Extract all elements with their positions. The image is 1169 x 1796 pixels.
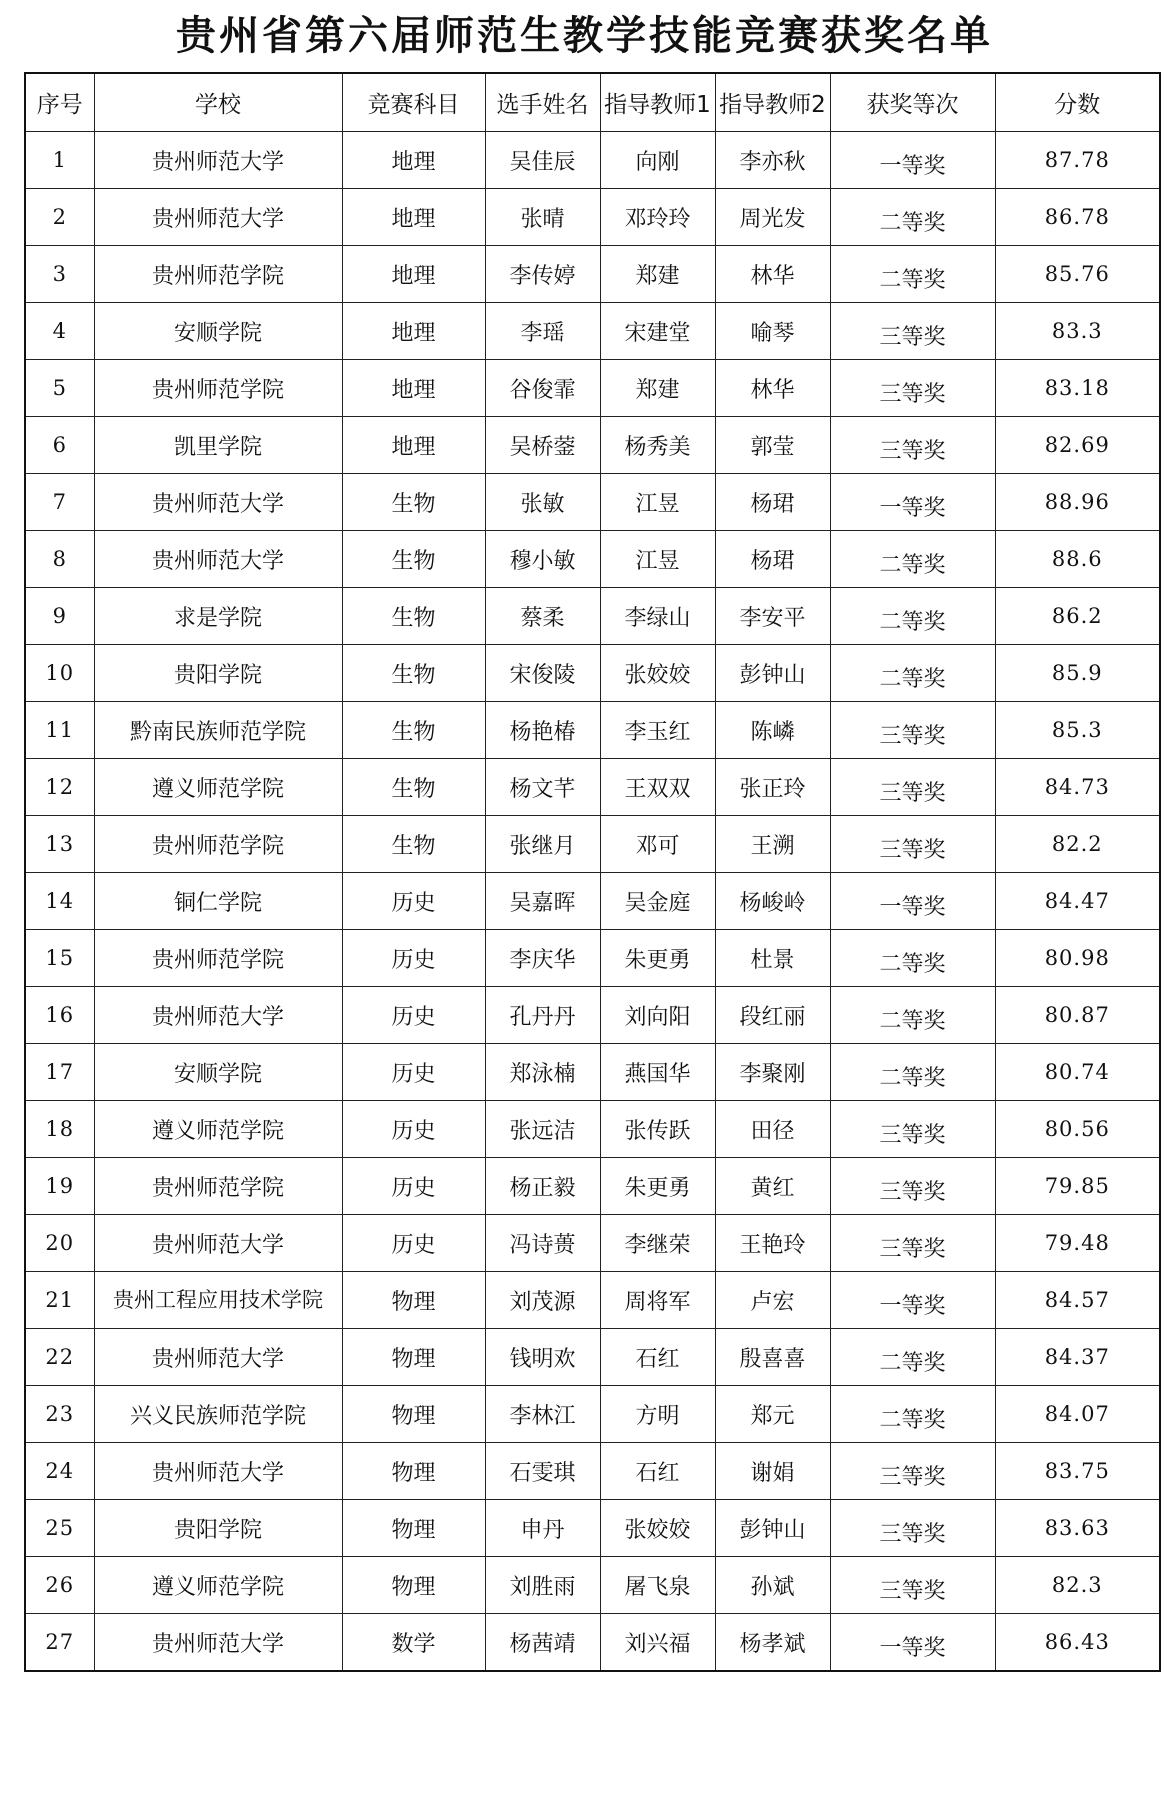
award-label: 三等奖 [879,1122,946,1148]
cell-award [830,588,995,645]
cell-subject: 生物 [342,816,485,873]
table-row [25,759,1160,816]
cell-award [830,1044,995,1101]
cell-teacher1: 宋建堂 [600,303,715,360]
cell-subject: 地理 [342,246,485,303]
award-label: 二等奖 [879,951,946,977]
cell-teacher1: 郑建 [600,360,715,417]
cell-name: 孔丹丹 [485,987,600,1044]
table-row [25,987,1160,1044]
award-label: 二等奖 [879,1008,946,1034]
cell-teacher1: 张姣姣 [600,645,715,702]
cell-no: 9 [25,588,94,645]
cell-school: 贵州师范学院 [94,360,342,417]
cell-teacher2: 喻琴 [715,303,830,360]
cell-school: 铜仁学院 [94,873,342,930]
cell-score: 87.78 [995,132,1160,189]
table-row [25,1500,1160,1557]
cell-teacher1: 刘向阳 [600,987,715,1044]
cell-score: 85.76 [995,246,1160,303]
cell-teacher2: 田径 [715,1101,830,1158]
table-row [25,246,1160,303]
award-label: 二等奖 [879,1407,946,1433]
cell-no: 21 [25,1272,94,1329]
cell-subject: 历史 [342,987,485,1044]
cell-teacher2: 林华 [715,360,830,417]
cell-school: 贵州师范学院 [94,816,342,873]
table-row [25,588,1160,645]
cell-teacher1: 周将军 [600,1272,715,1329]
table-row [25,702,1160,759]
cell-subject: 物理 [342,1272,485,1329]
award-label: 二等奖 [879,267,946,293]
table-row [25,303,1160,360]
column-header-no: 序号 [25,73,94,132]
cell-school: 贵州师范大学 [94,1614,342,1672]
cell-score: 86.78 [995,189,1160,246]
cell-teacher1: 张姣姣 [600,1500,715,1557]
award-label: 二等奖 [879,1350,946,1376]
table-row [25,531,1160,588]
award-label: 二等奖 [879,609,946,635]
cell-score: 79.85 [995,1158,1160,1215]
cell-name: 吴佳辰 [485,132,600,189]
cell-teacher2: 谢娟 [715,1443,830,1500]
cell-no: 24 [25,1443,94,1500]
table-row [25,1158,1160,1215]
cell-score: 88.96 [995,474,1160,531]
cell-name: 蔡柔 [485,588,600,645]
cell-school: 贵州师范大学 [94,531,342,588]
table-row [25,1215,1160,1272]
cell-name: 李庆华 [485,930,600,987]
cell-score: 86.2 [995,588,1160,645]
table-row [25,1272,1160,1329]
cell-school: 黔南民族师范学院 [94,702,342,759]
award-label: 三等奖 [879,1521,946,1547]
cell-score: 85.9 [995,645,1160,702]
cell-no: 25 [25,1500,94,1557]
award-table [24,72,1161,1672]
cell-teacher2: 杜景 [715,930,830,987]
cell-award [830,417,995,474]
cell-award [830,873,995,930]
cell-teacher2: 王艳玲 [715,1215,830,1272]
cell-name: 穆小敏 [485,531,600,588]
cell-school: 贵州师范学院 [94,246,342,303]
cell-school: 贵州师范大学 [94,987,342,1044]
cell-award [830,987,995,1044]
award-label: 一等奖 [879,1293,946,1319]
cell-subject: 历史 [342,930,485,987]
award-label: 三等奖 [879,1236,946,1262]
cell-teacher1: 吴金庭 [600,873,715,930]
cell-subject: 地理 [342,132,485,189]
award-label: 三等奖 [879,324,946,350]
cell-school: 贵州师范学院 [94,930,342,987]
cell-school: 贵阳学院 [94,1500,342,1557]
table-row [25,1101,1160,1158]
cell-name: 刘茂源 [485,1272,600,1329]
cell-teacher2: 孙斌 [715,1557,830,1614]
cell-subject: 地理 [342,360,485,417]
cell-award [830,1557,995,1614]
cell-award [830,1500,995,1557]
cell-score: 84.73 [995,759,1160,816]
table-row [25,474,1160,531]
column-header-teacher2: 指导教师2 [715,73,830,132]
header-row [25,73,1160,132]
cell-teacher1: 李绿山 [600,588,715,645]
cell-name: 冯诗蒉 [485,1215,600,1272]
cell-teacher1: 邓可 [600,816,715,873]
cell-score: 85.3 [995,702,1160,759]
cell-teacher1: 江昱 [600,531,715,588]
cell-no: 2 [25,189,94,246]
cell-name: 李林江 [485,1386,600,1443]
cell-name: 李传婷 [485,246,600,303]
cell-name: 李瑶 [485,303,600,360]
cell-name: 钱明欢 [485,1329,600,1386]
cell-award [830,360,995,417]
cell-award [830,1215,995,1272]
cell-school: 贵州师范大学 [94,189,342,246]
table-row [25,1386,1160,1443]
cell-no: 17 [25,1044,94,1101]
cell-name: 石雯琪 [485,1443,600,1500]
table-body [25,132,1160,1672]
cell-no: 10 [25,645,94,702]
cell-subject: 历史 [342,1101,485,1158]
cell-award [830,189,995,246]
cell-score: 86.43 [995,1614,1160,1672]
cell-teacher1: 李玉红 [600,702,715,759]
cell-subject: 历史 [342,1158,485,1215]
cell-school: 贵阳学院 [94,645,342,702]
cell-subject: 历史 [342,873,485,930]
cell-no: 1 [25,132,94,189]
cell-score: 80.98 [995,930,1160,987]
cell-teacher1: 向刚 [600,132,715,189]
cell-subject: 生物 [342,759,485,816]
cell-teacher2: 彭钟山 [715,1500,830,1557]
cell-score: 84.57 [995,1272,1160,1329]
award-label: 二等奖 [879,666,946,692]
cell-no: 3 [25,246,94,303]
cell-school: 安顺学院 [94,303,342,360]
cell-score: 82.2 [995,816,1160,873]
cell-name: 杨正毅 [485,1158,600,1215]
cell-subject: 历史 [342,1044,485,1101]
cell-award [830,1101,995,1158]
cell-score: 88.6 [995,531,1160,588]
cell-score: 84.47 [995,873,1160,930]
cell-subject: 生物 [342,702,485,759]
cell-teacher1: 燕国华 [600,1044,715,1101]
cell-teacher2: 李亦秋 [715,132,830,189]
cell-award [830,531,995,588]
cell-score: 82.69 [995,417,1160,474]
table-row [25,1443,1160,1500]
cell-school: 贵州师范大学 [94,132,342,189]
table-row [25,930,1160,987]
cell-score: 83.18 [995,360,1160,417]
cell-teacher2: 李聚刚 [715,1044,830,1101]
cell-teacher1: 刘兴福 [600,1614,715,1672]
cell-award [830,1614,995,1672]
table-row [25,873,1160,930]
column-header-award: 获奖等次 [830,73,995,132]
cell-teacher1: 朱更勇 [600,1158,715,1215]
table-row [25,189,1160,246]
cell-no: 8 [25,531,94,588]
cell-teacher1: 方明 [600,1386,715,1443]
cell-teacher2: 殷喜喜 [715,1329,830,1386]
award-label: 三等奖 [879,438,946,464]
cell-no: 22 [25,1329,94,1386]
cell-school: 遵义师范学院 [94,1101,342,1158]
cell-subject: 数学 [342,1614,485,1672]
cell-no: 6 [25,417,94,474]
cell-score: 82.3 [995,1557,1160,1614]
cell-score: 84.37 [995,1329,1160,1386]
cell-teacher2: 杨峻岭 [715,873,830,930]
cell-award [830,645,995,702]
award-label: 三等奖 [879,837,946,863]
column-header-subject: 竞赛科目 [342,73,485,132]
cell-name: 刘胜雨 [485,1557,600,1614]
cell-teacher2: 周光发 [715,189,830,246]
cell-teacher2: 杨孝斌 [715,1614,830,1672]
table-row [25,1044,1160,1101]
cell-teacher1: 石红 [600,1329,715,1386]
cell-subject: 生物 [342,588,485,645]
cell-teacher2: 杨珺 [715,474,830,531]
cell-school: 遵义师范学院 [94,1557,342,1614]
cell-no: 23 [25,1386,94,1443]
cell-no: 19 [25,1158,94,1215]
cell-no: 16 [25,987,94,1044]
cell-school: 贵州师范大学 [94,474,342,531]
award-label: 三等奖 [879,780,946,806]
award-label: 三等奖 [879,381,946,407]
cell-name: 吴桥蓥 [485,417,600,474]
cell-no: 18 [25,1101,94,1158]
cell-subject: 生物 [342,531,485,588]
cell-no: 26 [25,1557,94,1614]
cell-score: 79.48 [995,1215,1160,1272]
cell-school: 贵州师范大学 [94,1215,342,1272]
cell-award [830,1443,995,1500]
cell-teacher2: 林华 [715,246,830,303]
cell-subject: 生物 [342,474,485,531]
cell-award [830,816,995,873]
award-label: 二等奖 [879,552,946,578]
cell-award [830,474,995,531]
award-label: 二等奖 [879,1065,946,1091]
cell-subject: 地理 [342,303,485,360]
cell-teacher2: 陈嶙 [715,702,830,759]
cell-teacher1: 朱更勇 [600,930,715,987]
cell-award [830,1158,995,1215]
cell-no: 14 [25,873,94,930]
award-label: 三等奖 [879,723,946,749]
cell-teacher1: 王双双 [600,759,715,816]
column-header-teacher1: 指导教师1 [600,73,715,132]
cell-subject: 地理 [342,417,485,474]
cell-teacher1: 杨秀美 [600,417,715,474]
cell-name: 杨文芊 [485,759,600,816]
cell-subject: 历史 [342,1215,485,1272]
cell-score: 80.56 [995,1101,1160,1158]
cell-school: 遵义师范学院 [94,759,342,816]
cell-teacher2: 张正玲 [715,759,830,816]
cell-subject: 物理 [342,1386,485,1443]
cell-teacher1: 石红 [600,1443,715,1500]
award-label: 一等奖 [879,153,946,179]
table-row [25,1557,1160,1614]
table-row [25,417,1160,474]
award-label: 一等奖 [879,495,946,521]
cell-award [830,1386,995,1443]
cell-no: 12 [25,759,94,816]
cell-name: 谷俊霏 [485,360,600,417]
cell-teacher1: 江昱 [600,474,715,531]
cell-subject: 生物 [342,645,485,702]
cell-award [830,702,995,759]
cell-name: 申丹 [485,1500,600,1557]
cell-school: 求是学院 [94,588,342,645]
award-label: 二等奖 [879,210,946,236]
cell-subject: 地理 [342,189,485,246]
cell-score: 80.87 [995,987,1160,1044]
cell-teacher2: 彭钟山 [715,645,830,702]
cell-no: 11 [25,702,94,759]
award-label: 三等奖 [879,1578,946,1604]
cell-teacher2: 卢宏 [715,1272,830,1329]
cell-school: 贵州工程应用技术学院 [94,1272,342,1329]
column-header-name: 选手姓名 [485,73,600,132]
cell-name: 杨茜靖 [485,1614,600,1672]
cell-teacher2: 郑元 [715,1386,830,1443]
cell-school: 凯里学院 [94,417,342,474]
cell-award [830,246,995,303]
cell-name: 郑泳楠 [485,1044,600,1101]
table-row [25,645,1160,702]
cell-school: 安顺学院 [94,1044,342,1101]
cell-score: 83.63 [995,1500,1160,1557]
cell-name: 张继月 [485,816,600,873]
cell-no: 7 [25,474,94,531]
cell-no: 20 [25,1215,94,1272]
cell-teacher1: 张传跃 [600,1101,715,1158]
award-label: 三等奖 [879,1464,946,1490]
table-row [25,360,1160,417]
cell-subject: 物理 [342,1557,485,1614]
page-title: 贵州省第六届师范生教学技能竞赛获奖名单 [176,13,993,59]
award-label: 一等奖 [879,1635,946,1661]
cell-school: 贵州师范大学 [94,1329,342,1386]
cell-teacher2: 郭莹 [715,417,830,474]
cell-no: 5 [25,360,94,417]
table-row [25,816,1160,873]
cell-award [830,1329,995,1386]
cell-teacher2: 黄红 [715,1158,830,1215]
cell-school: 贵州师范学院 [94,1158,342,1215]
cell-no: 15 [25,930,94,987]
cell-teacher1: 李继荣 [600,1215,715,1272]
cell-name: 张敏 [485,474,600,531]
award-label: 三等奖 [879,1179,946,1205]
cell-teacher2: 杨珺 [715,531,830,588]
cell-score: 84.07 [995,1386,1160,1443]
cell-name: 宋俊陵 [485,645,600,702]
table-row [25,1329,1160,1386]
cell-score: 80.74 [995,1044,1160,1101]
cell-school: 兴义民族师范学院 [94,1386,342,1443]
cell-name: 张晴 [485,189,600,246]
cell-teacher1: 屠飞泉 [600,1557,715,1614]
cell-score: 83.75 [995,1443,1160,1500]
cell-no: 27 [25,1614,94,1672]
cell-award [830,759,995,816]
award-label: 一等奖 [879,894,946,920]
cell-no: 4 [25,303,94,360]
cell-award [830,132,995,189]
column-header-score: 分数 [995,73,1160,132]
cell-teacher1: 郑建 [600,246,715,303]
cell-subject: 物理 [342,1329,485,1386]
cell-name: 张远洁 [485,1101,600,1158]
cell-teacher1: 邓玲玲 [600,189,715,246]
cell-award [830,303,995,360]
cell-teacher2: 王溯 [715,816,830,873]
cell-subject: 物理 [342,1500,485,1557]
table-row [25,1614,1160,1672]
cell-score: 83.3 [995,303,1160,360]
column-header-school: 学校 [94,73,342,132]
cell-subject: 物理 [342,1443,485,1500]
cell-school: 贵州师范大学 [94,1443,342,1500]
cell-award [830,930,995,987]
cell-teacher2: 李安平 [715,588,830,645]
cell-no: 13 [25,816,94,873]
cell-name: 杨艳椿 [485,702,600,759]
cell-teacher2: 段红丽 [715,987,830,1044]
cell-award [830,1272,995,1329]
cell-name: 吴嘉晖 [485,873,600,930]
table-row [25,132,1160,189]
